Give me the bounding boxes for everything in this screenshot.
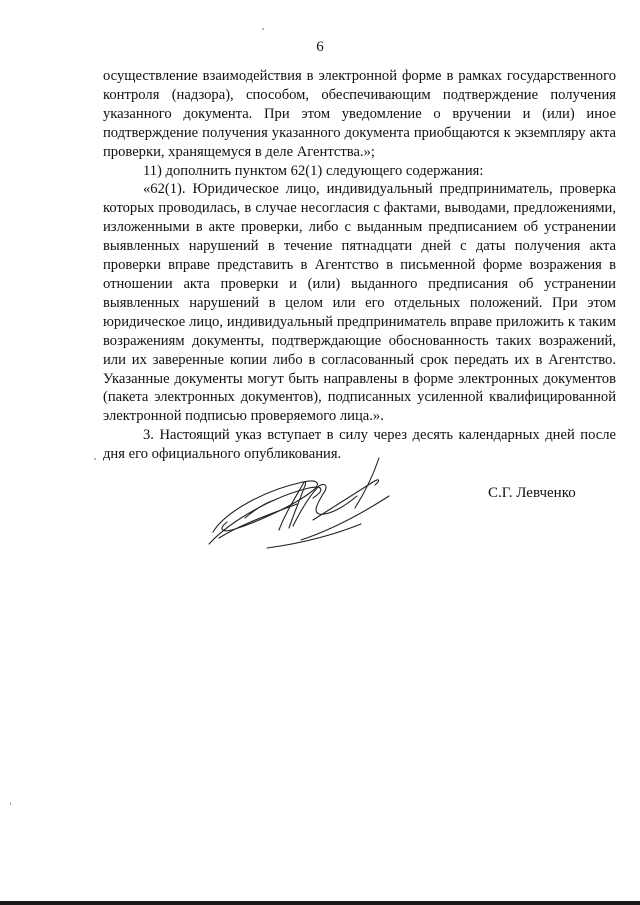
- paragraph-clause-62-1: «62(1). Юридическое лицо, индивидуальный предприниматель, проверка которых проводилась, в случае несогласия с фактами, выводами, предложениями, изложенными в акте проверки, либо с выданным предписанием об устранении выявленных нарушений в течение пятнадцати дней с даты получения акта проверки вправе представить в Агентство в письменной форме возражения в отношении акта проверки и (или) выданного предписания об устранении выявленных нарушений в целом или его отдельных положений. При этом юридическое лицо, индивидуальный предприниматель вправе приложить к таким возражениям документы, подтверждающие обоснованность таких возражений, или их заверенные копии либо в согласованный срок передать их в Агентство. Указанные документы могут быть направлены в форме электронных документов (пакета электронных документов), подписанных усиленной квалифицированной электронной подписью проверяемого лица.».: [103, 181, 616, 425]
- page-number: 6: [316, 39, 324, 55]
- paragraph-continuation: осуществление взаимодействия в электронной форме в рамках государственного контроля (надзора), способом, обеспечивающим подтверждение получения указанного документа. При этом уведомление о вручении и (или) иное подтверждение получения указанного документа приобщаются к экземпляру акта проверки, хранящемуся в деле Агентства.»;: [103, 68, 616, 160]
- handwritten-signature: [205, 452, 405, 562]
- signatory-name: С.Г. Левченко: [488, 485, 576, 501]
- document-body: [103, 67, 616, 464]
- paragraph-entry-into-force: 3. Настоящий указ вступает в силу через десять календарных дней после дня его официального опубликования.: [103, 427, 616, 463]
- scan-speck: [94, 458, 96, 460]
- scan-bottom-edge: [0, 901, 640, 905]
- paragraph-item-11: 11) дополнить пунктом 62(1) следующего содержания:: [143, 162, 484, 179]
- scan-speck: [10, 802, 11, 805]
- scan-speck: [262, 28, 264, 30]
